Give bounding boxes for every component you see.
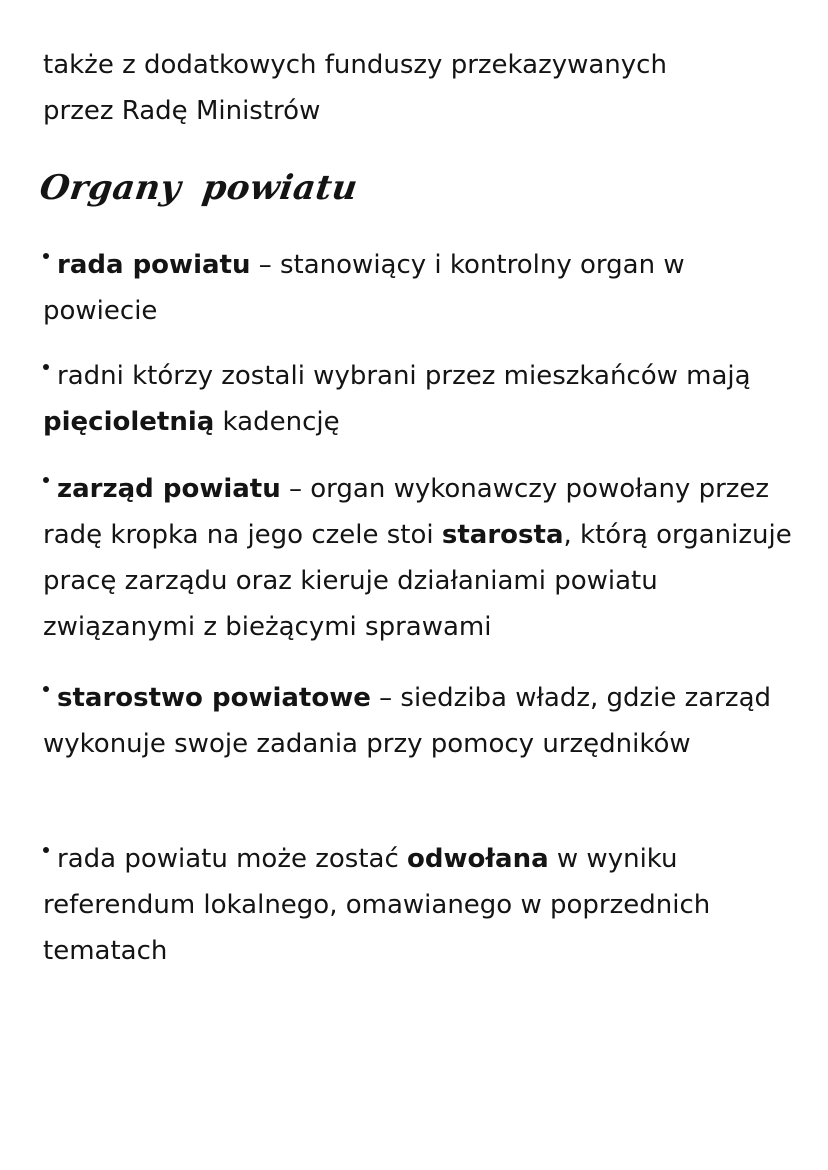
bold-term-2: starosta <box>441 520 564 550</box>
heading-word-1: Organy <box>37 168 184 208</box>
bullet-item-zarzad-powiatu <box>43 466 793 650</box>
intro-paragraph <box>43 42 793 134</box>
bullet-item-starostwo <box>43 675 793 767</box>
bold-term: starostwo powiatowe <box>57 683 371 713</box>
item-text: – organ wykonawczy powołany przez radę kropka na jego czele stoi <box>43 474 770 550</box>
bullet-icon <box>43 253 49 259</box>
bold-term: pięcioletnią <box>43 407 215 437</box>
intro-line-1: także z dodatkowych funduszy przekazywanych <box>43 50 667 80</box>
item-text: rada powiatu może zostać <box>57 844 408 874</box>
bullet-item-radni <box>43 353 793 445</box>
heading-word-2: powiatu <box>200 168 361 208</box>
item-text: radni którzy zostali wybrani przez mieszkańców mają <box>57 361 751 391</box>
bullet-item-rada-powiatu <box>43 242 793 334</box>
bullet-icon <box>43 364 49 370</box>
item-text: – stanowiący i kontrolny organ w powiecie <box>43 250 685 326</box>
bullet-item-odwolanie <box>43 836 793 974</box>
item-text-end: w wyniku referendum lokalnego, omawianego w poprzednich tematach <box>43 844 711 966</box>
item-text-end: , którą organizuje pracę zarządu oraz kieruje działaniami powiatu związanymi z bieżącymi sprawami <box>43 520 792 642</box>
bold-term: odwołana <box>407 844 549 874</box>
bold-term: zarząd powiatu <box>57 474 281 504</box>
bullet-icon <box>43 847 49 853</box>
section-heading <box>36 163 360 213</box>
bold-term: rada powiatu <box>57 250 251 280</box>
bullet-icon <box>43 686 49 692</box>
bullet-icon <box>43 477 49 483</box>
intro-line-2: przez Radę Ministrów <box>43 96 321 126</box>
item-text: – siedziba władz, gdzie zarząd wykonuje swoje zadania przy pomocy urzędników <box>43 683 772 759</box>
item-text-end: kadencję <box>214 407 340 437</box>
